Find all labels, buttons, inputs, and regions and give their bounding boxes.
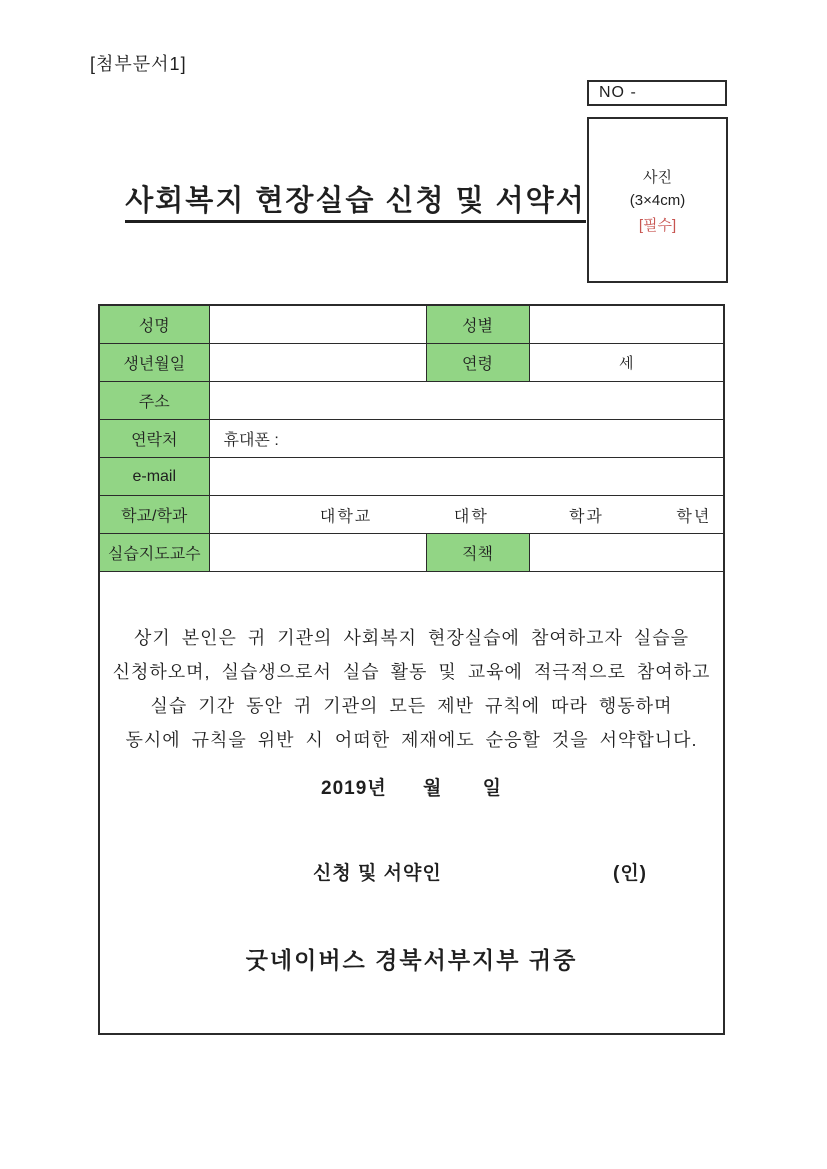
table-row-school	[99, 496, 724, 534]
date-month: 월	[422, 778, 443, 799]
photo-required-badge: [필수]	[638, 216, 677, 234]
document-number-box	[587, 80, 727, 106]
position-value-cell	[529, 534, 724, 572]
gender-value-cell	[529, 305, 724, 344]
school-parts	[211, 497, 723, 532]
professor-label-cell: 실습지도교수	[99, 534, 209, 572]
contact-value-cell: 휴대폰 :	[209, 420, 724, 458]
birthdate-label-cell: 생년월일	[99, 344, 209, 382]
gender-label-cell: 성별	[426, 305, 529, 344]
name-label-cell: 성명	[99, 305, 209, 344]
pledge-section	[99, 572, 724, 1035]
school-part-university: 대학교	[319, 508, 373, 525]
table-row-email	[99, 458, 724, 496]
page-title-text: 사회복지 현장실습 신청 및 서약서	[125, 185, 585, 223]
pledge-wrap	[100, 572, 723, 1033]
name-value-cell	[209, 305, 426, 344]
table-row-name-gender	[99, 305, 724, 344]
date-year: 2019년	[321, 778, 387, 799]
email-label-cell: e-mail	[99, 458, 209, 496]
school-value-cell	[209, 496, 724, 534]
pledge-line: 상기 본인은 귀 기관의 사회복지 현장실습에 참여하고자 실습을	[133, 628, 690, 648]
pledge-line: 실습 기간 동안 귀 기관의 모든 제반 규칙에 따라 행동하며	[150, 696, 673, 716]
pledge-line: 신청하오며, 실습생으로서 실습 활동 및 교육에 적극적으로 참여하고	[112, 662, 711, 682]
photo-label: 사진	[643, 168, 672, 186]
pledge-text	[100, 621, 723, 757]
school-part-department: 학과	[568, 508, 604, 525]
address-value-cell	[209, 382, 724, 420]
attachment-label: [첨부문서1]	[90, 54, 187, 74]
professor-value-cell	[209, 534, 426, 572]
age-value-cell: 세	[529, 344, 724, 382]
pledge-line: 동시에 규칙을 위반 시 어떠한 제재에도 순응할 것을 서약합니다.	[125, 730, 698, 750]
table-row-birth-age	[99, 344, 724, 382]
school-part-year: 학년	[676, 508, 712, 525]
recipient-line: 굿네이버스 경북서부지부 귀중	[245, 947, 578, 973]
birthdate-value-cell	[209, 344, 426, 382]
signer-line	[100, 858, 723, 882]
date-line	[100, 773, 723, 800]
table-row-address	[99, 382, 724, 420]
school-label-cell: 학교/학과	[99, 496, 209, 534]
signer-label: 신청 및 서약인	[313, 863, 442, 884]
photo-size-label: (3×4cm)	[629, 191, 686, 209]
address-label-cell: 주소	[99, 382, 209, 420]
seal-mark: (인)	[613, 863, 648, 884]
date-day: 일	[482, 778, 502, 799]
table-row-pledge	[99, 572, 724, 1035]
page-title	[98, 178, 613, 219]
table-row-professor	[99, 534, 724, 572]
age-label-cell: 연령	[426, 344, 529, 382]
document-number-label: NO -	[599, 84, 637, 101]
table-row-contact	[99, 420, 724, 458]
applicant-form-table	[98, 304, 725, 1035]
contact-label-cell: 연락처	[99, 420, 209, 458]
position-label-cell: 직책	[426, 534, 529, 572]
email-value-cell	[209, 458, 724, 496]
school-part-college: 대학	[453, 508, 489, 525]
